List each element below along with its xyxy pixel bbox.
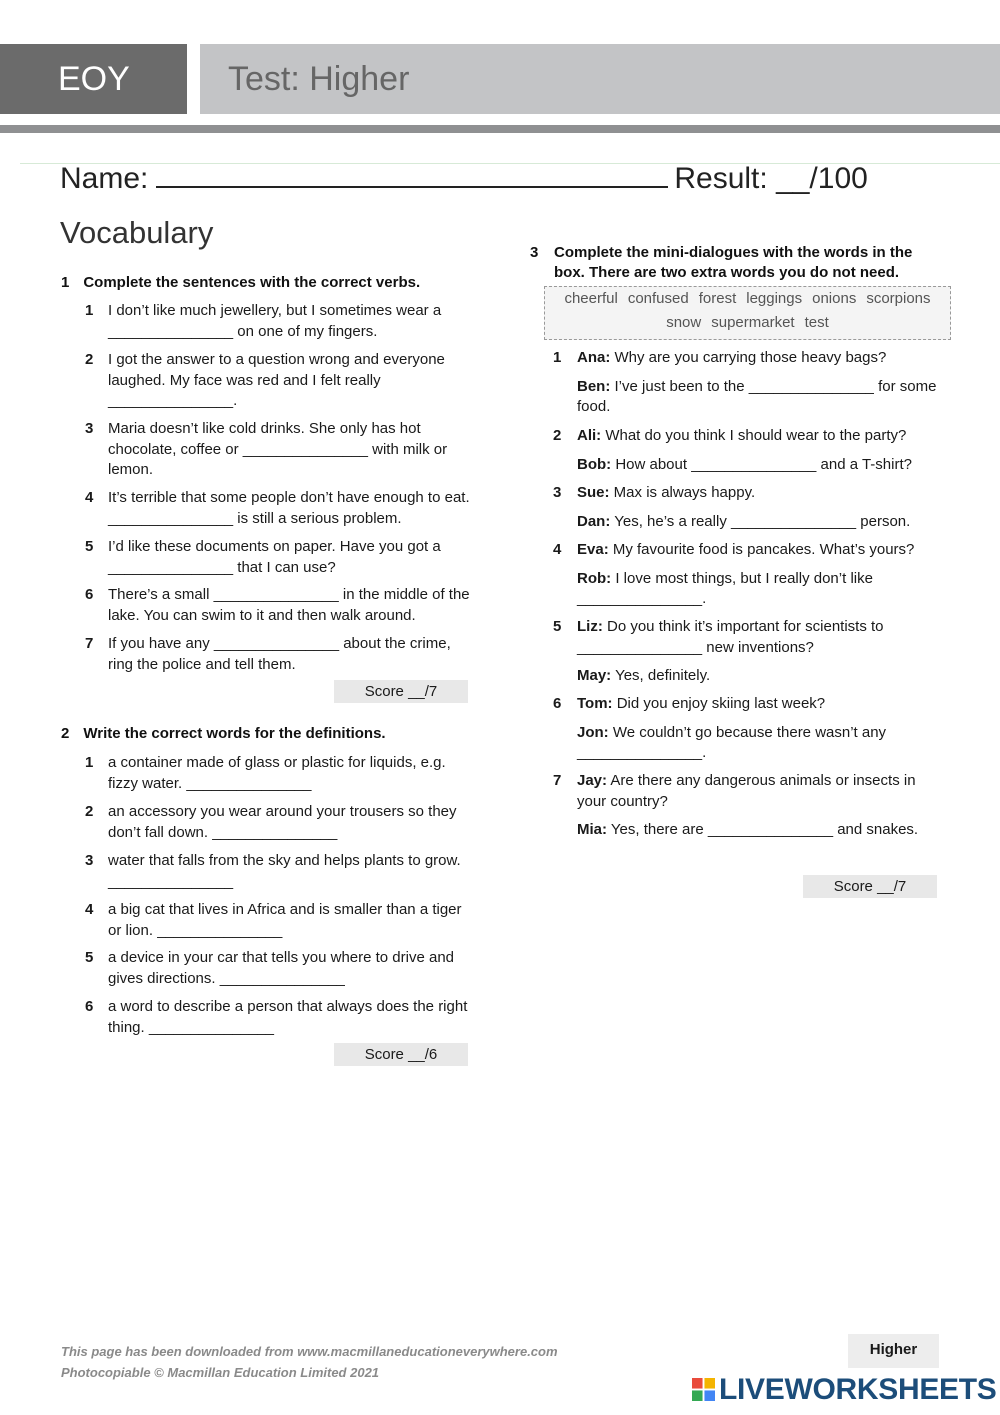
item-text: a device in your car that tells you where to drive and gives directions. _______________: [108, 949, 455, 987]
item-number: 4: [553, 541, 562, 558]
list-item: [85, 301, 470, 342]
item-number: 5: [553, 618, 562, 635]
dialogue-item: [553, 426, 948, 475]
line-a: Did you enjoy skiing last week?: [612, 695, 826, 712]
item-text: a word to describe a person that always does the right thing. _______________: [108, 998, 468, 1036]
list-item: [85, 419, 470, 481]
brand-logo: [692, 1373, 997, 1407]
brand-name: LIVEWORKSHEETS: [719, 1373, 997, 1406]
ex1-score: Score __/7: [334, 680, 468, 703]
line-a: Max is always happy.: [609, 484, 756, 501]
list-item: [85, 350, 470, 412]
dialogue-item: [553, 348, 948, 418]
speaker-a: Ali:: [577, 427, 602, 444]
item-number: 1: [553, 349, 562, 366]
line-a: Why are you carrying those heavy bags?: [610, 349, 887, 366]
item-text: water that falls from the sky and helps plants to grow. _______________: [108, 852, 461, 890]
line-b: We couldn’t go because there wasn’t any _______________.: [577, 723, 887, 761]
footer-download-note: This page has been downloaded from www.macmillaneducationeverywhere.com: [61, 1344, 558, 1359]
ex3-number: 3: [530, 244, 539, 261]
item-number: 5: [85, 538, 94, 555]
word-box-item: scorpions: [866, 290, 931, 307]
item-number: 3: [553, 484, 562, 501]
header-tag: EOY: [0, 44, 187, 114]
list-item: [85, 997, 470, 1038]
speaker-b: Jon:: [577, 723, 609, 741]
line-a: My favourite food is pancakes. What’s yours?: [608, 541, 915, 558]
speaker-b: Dan:: [577, 512, 611, 530]
ex1-instruction-text: Complete the sentences with the correct verbs.: [83, 274, 421, 291]
item-number: 6: [85, 586, 94, 603]
header-title: Test: Higher: [200, 44, 1000, 114]
speaker-a: Liz:: [577, 618, 603, 635]
item-number: 5: [85, 949, 94, 966]
ex3-instruction-text: Complete the mini-dialogues with the words in the box. There are two extra words you do not need.: [554, 244, 913, 281]
ex3-score: Score __/7: [803, 875, 937, 898]
line-a: Are there any dangerous animals or insects in your country?: [577, 772, 916, 810]
section-title: Vocabulary: [60, 215, 214, 250]
speaker-b: Rob:: [577, 569, 612, 587]
ex1-number: 1: [61, 274, 70, 291]
line-b: I love most things, but I really don’t like _______________.: [577, 569, 873, 607]
ex1-instruction: [61, 273, 420, 293]
ex2-instruction: [61, 724, 386, 744]
word-box-item: leggings: [746, 290, 803, 307]
line-a: Do you think it’s important for scientists to _______________ new inventions?: [577, 618, 884, 656]
line-b: How about _______________ and a T-shirt?: [611, 455, 912, 473]
dialogue-item: [553, 540, 948, 610]
list-item: [85, 851, 470, 892]
item-number: 6: [553, 695, 562, 712]
ex2-score: Score __/6: [334, 1043, 468, 1066]
speaker-a: Jay:: [577, 772, 608, 789]
item-text: It’s terrible that some people don’t have enough to eat. _______________ is still a serious problem.: [108, 489, 470, 527]
speaker-b: Bob:: [577, 455, 612, 473]
item-number: 7: [85, 635, 94, 652]
speaker-b: Ben:: [577, 377, 611, 395]
list-item: [85, 948, 470, 989]
line-b: I’ve just been to the _______________ for some food.: [577, 377, 937, 415]
item-text: I’d like these documents on paper. Have you got a _______________ that I can use?: [108, 538, 441, 576]
ex3-instruction: [530, 243, 930, 283]
dialogue-item: [553, 617, 948, 687]
dialogue-item: [553, 771, 948, 841]
item-number: 1: [85, 754, 94, 771]
speaker-a: Sue:: [577, 484, 610, 501]
dialogue-item: [553, 483, 948, 532]
level-badge: Higher: [848, 1334, 939, 1368]
item-number: 7: [553, 772, 562, 789]
line-a: What do you think I should wear to the party?: [601, 427, 907, 444]
speaker-b: May:: [577, 667, 612, 684]
item-text: I got the answer to a question wrong and everyone laughed. My face was red and I felt really _______________.: [108, 351, 445, 409]
speaker-a: Ana:: [577, 349, 611, 366]
footer-copyright: Photocopiable © Macmillan Education Limited 2021: [61, 1365, 380, 1380]
list-item: [85, 537, 470, 578]
header-divider: [0, 125, 1000, 133]
word-box: [544, 286, 951, 340]
item-text: an accessory you wear around your trousers so they don’t fall down. _______________: [108, 803, 457, 841]
word-box-item: cheerful: [564, 290, 618, 307]
list-item: [85, 802, 470, 843]
footer-credits: [61, 1341, 558, 1383]
word-box-item: snow: [666, 314, 702, 331]
item-number: 3: [85, 420, 94, 437]
ex2-number: 2: [61, 725, 70, 742]
speaker-a: Eva:: [577, 541, 609, 558]
item-number: 2: [85, 803, 94, 820]
item-number: 2: [85, 351, 94, 368]
word-box-item: forest: [698, 290, 737, 307]
item-text: Maria doesn’t like cold drinks. She only has hot chocolate, coffee or _______________ with milk or lemon.: [108, 420, 448, 478]
item-text: There’s a small _______________ in the middle of the lake. You can swim to it and then walk around.: [108, 586, 470, 624]
item-text: If you have any _______________ about the crime, ring the police and tell them.: [108, 635, 451, 673]
result-label: Result: __/100: [674, 162, 868, 195]
item-number: 2: [553, 427, 562, 444]
item-number: 3: [85, 852, 94, 869]
list-item: [85, 488, 470, 529]
word-box-item: onions: [812, 290, 857, 307]
name-blank[interactable]: [156, 160, 668, 188]
list-item: [85, 585, 470, 626]
word-box-item: confused: [627, 290, 689, 307]
ex2-instruction-text: Write the correct words for the definitions.: [83, 725, 386, 742]
line-b: Yes, there are _______________ and snakes.: [607, 821, 919, 838]
list-item: [85, 900, 470, 941]
item-number: 4: [85, 489, 94, 506]
item-text: a big cat that lives in Africa and is smaller than a tiger or lion. _______________: [108, 901, 462, 939]
list-item: [85, 753, 470, 794]
line-b: Yes, he’s a really _______________ person.: [610, 512, 911, 530]
item-number: 6: [85, 998, 94, 1015]
line-b: Yes, definitely.: [611, 667, 711, 684]
name-row: [60, 160, 868, 198]
dialogue-item: [553, 694, 948, 764]
speaker-b: Mia:: [577, 821, 607, 838]
word-box-item: test: [804, 314, 829, 331]
item-text: I don’t like much jewellery, but I sometimes wear a _______________ on one of my fingers.: [108, 302, 442, 340]
list-item: [85, 634, 470, 675]
name-label: Name:: [60, 162, 149, 195]
word-box-item: supermarket: [711, 314, 795, 331]
item-text: a container made of glass or plastic for liquids, e.g. fizzy water. _______________: [108, 754, 446, 792]
item-number: 4: [85, 901, 94, 918]
liveworksheets-icon: [692, 1378, 715, 1401]
item-number: 1: [85, 302, 94, 319]
speaker-a: Tom:: [577, 695, 613, 712]
